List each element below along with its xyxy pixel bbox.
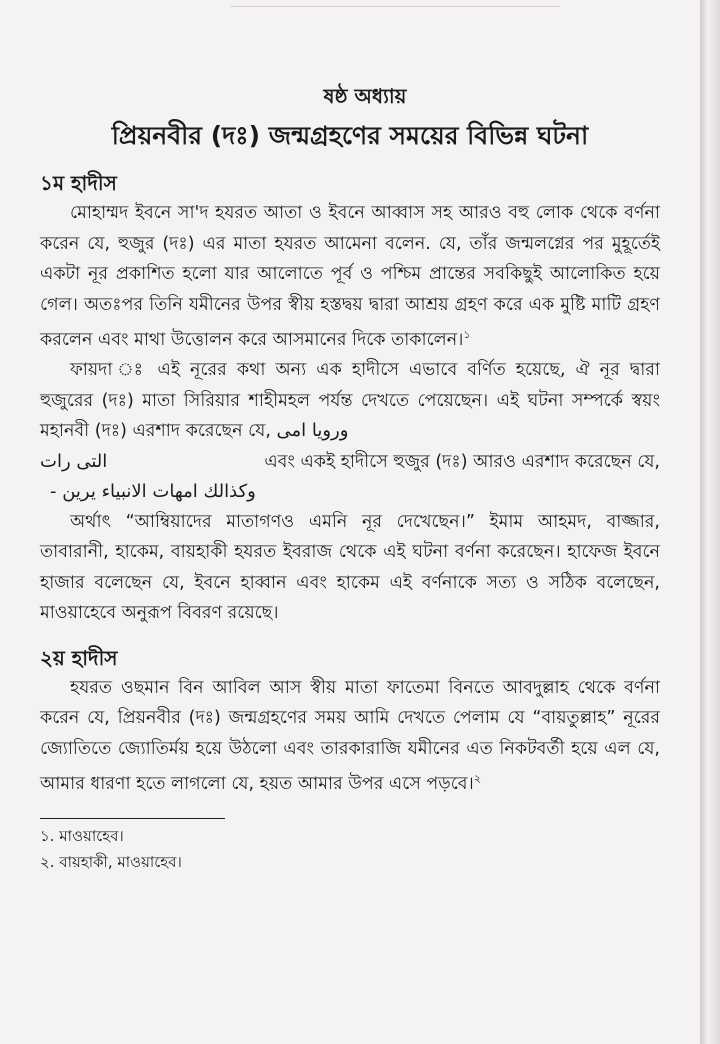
footnote-ref-1: ১ (463, 328, 471, 341)
footnote-2: ২. বায়হাকী, মাওয়াহেব। (40, 852, 182, 871)
hadith-2-heading: ২য় হাদীস (40, 645, 118, 670)
book-spine-edge (700, 0, 720, 1044)
arabic-phrase-2: التى رات (40, 450, 108, 472)
faida-continuation: এবং একই হাদীসে হুজুর (দঃ) আরও এরশাদ করেছেন যে, (264, 451, 660, 472)
page-title: প্রিয়নবীর (দঃ) জন্মগ্রহণের সময়ের বিভিন্ন ঘটনা (111, 121, 589, 150)
page-content (40, 82, 660, 875)
hadith-1-heading: ১ম হাদীস (40, 171, 117, 195)
chapter-label: ষষ্ঠ অধ্যায় (323, 84, 407, 108)
previous-page-bleed (230, 0, 560, 7)
hadith-2-paragraph: হযরত ওছমান বিন আবিল আস স্বীয় মাতা ফাতেমা বিনতে আবদুল্লাহ থেকে বর্ণনা করেন যে, প্রিয়নবীর (দঃ) জন্মগ্রহণের সময় আমি দেখতে পেলাম যে “বায়তুল্লাহ” নূরের জ্যোতিতে জ্যোতির্ময় হয়ে উঠলো এবং তারকারাজি যমীনের এত নিকটবর্তী হয়ে এল যে, আমার ধারণা হতে লাগলো যে, হয়ত আমার উপর এসে পড়বে।$^২$ (40, 677, 660, 795)
footnote-divider (40, 818, 225, 819)
footnote-1: ১. মাওয়াহেব। (40, 826, 124, 845)
arabic-phrase-3: وكذالك امهات الانبياء يرين - (50, 480, 256, 502)
translation-paragraph: অর্থাৎ “আম্বিয়াদের মাতাগণও এমনি নূর দেখেছেন।” ইমাম আহমদ, বাজ্জার, তাবারানী, হাকেম, বায়হাকী হযরত ইবরাজ থেকে এই ঘটনা বর্ণনা করেছেন। হাফেজ ইবনে হাজার বলেছেন যে, ইবনে হাব্বান এবং হাকেম এই বর্ণনাকে সত্য ও সঠিক বলেছেন, মাওয়াহেবে অনুরূপ বিবরণ রয়েছে। (40, 511, 660, 624)
arabic-line (40, 447, 660, 477)
footnote-ref-2: ২ (473, 772, 481, 786)
arabic-phrase-1: ورويا امى (276, 420, 349, 442)
hadith-1-paragraph: মোহাম্মদ ইবনে সা'দ হযরত আতা ও ইবনে আব্বাস সহ আরও বহু লোক থেকে বর্ণনা করেন যে, হুজুর (দঃ) এর মাতা হযরত আমেনা বলেন. যে, তাঁর জন্মলগ্নের পর মুহূর্তেই একটা নূর প্রকাশিত হলো যার আলোতে পূর্ব ও পশ্চিম প্রান্তের সবকিছুই আলোকিত হয়ে গেল। অতঃপর তিনি যমীনের উপর স্বীয় হস্তদ্বয় দ্বারা আশ্রয় গ্রহণ করে এক মুষ্টি মাটি গ্রহণ করলেন এবং মাথা উত্তোলন করে আসমানের দিকে তাকালেন।$^১$ (40, 203, 660, 350)
faida-paragraph: ফায়দা ঃ এই নূরের কথা অন্য এক হাদীসে এভাবে বর্ণিত হয়েছে, ঐ নূর দ্বারা হুজুরের (দঃ) মাতা সিরিয়ার শাহীমহল পর্যন্ত দেখতে পেয়েছেন। এই ঘটনা সম্পর্কে স্বয়ং মহানবী (দঃ) এরশাদ করেছেন যে, ورويا امى (40, 360, 660, 442)
